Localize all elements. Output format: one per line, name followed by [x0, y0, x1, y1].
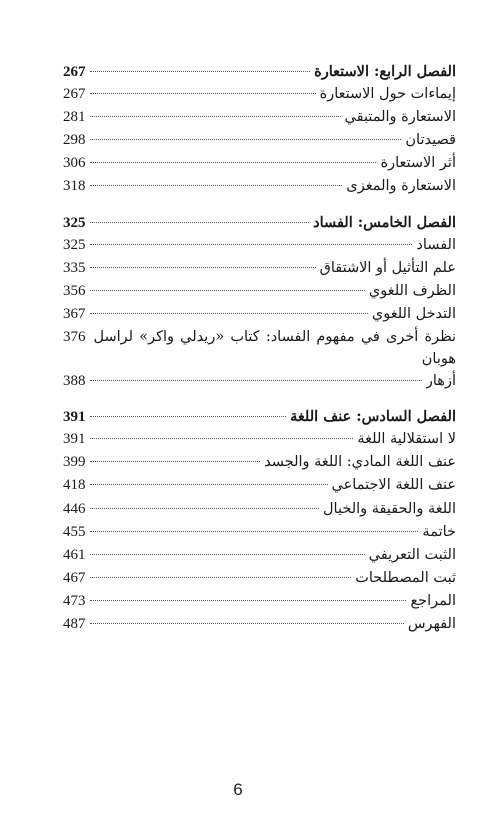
chapter-title: الفصل الرابع: الاستعارة	[314, 63, 456, 80]
chapter-section-4	[63, 60, 456, 199]
toc-entry	[63, 152, 456, 175]
dot-leader	[90, 438, 354, 439]
entry-page-number: 473	[63, 592, 86, 609]
toc-entry	[63, 326, 456, 370]
dot-leader	[90, 461, 261, 462]
toc-entry	[63, 590, 456, 613]
dot-leader	[90, 416, 287, 417]
chapter-title: الفصل الخامس: الفساد	[313, 213, 456, 231]
entry-page-number: 281	[63, 109, 86, 126]
entry-page-number: 446	[63, 500, 86, 517]
entry-title: عنف اللغة المادي: اللغة والجسد	[264, 454, 456, 471]
toc-entry	[63, 521, 456, 544]
page-number: 6	[233, 780, 243, 799]
entry-title: الفهرس	[407, 615, 456, 632]
toc-entry	[63, 303, 456, 326]
dot-leader	[90, 290, 365, 291]
chapter-heading	[63, 211, 456, 234]
entry-page-number: 306	[63, 155, 86, 172]
dot-leader	[90, 623, 404, 624]
entry-title: الظرف اللغوي	[368, 282, 456, 299]
dot-leader	[90, 600, 407, 601]
entry-page-number: 487	[63, 615, 86, 632]
dot-leader	[90, 313, 368, 314]
entry-title: الثبت التعريفي	[368, 546, 456, 563]
entry-title: ثبت المصطلحات	[355, 569, 456, 586]
entry-title: أزهار	[425, 373, 456, 390]
chapter-section-6	[63, 405, 456, 636]
chapter-page-number: 391	[63, 409, 86, 426]
entry-title: نظرة أخرى في مفهوم الفساد: كتاب «ريدلي واكر» لراسل هوبان	[93, 329, 456, 368]
toc-entry	[63, 129, 456, 152]
chapter-heading	[63, 60, 456, 83]
entry-page-number: 455	[63, 523, 86, 540]
toc-entry	[63, 175, 456, 198]
dot-leader	[90, 267, 316, 268]
toc-entry	[63, 544, 456, 567]
entry-page-number: 376	[63, 329, 86, 346]
entry-title: لا استقلالية اللغة	[357, 431, 456, 448]
table-of-contents	[63, 60, 456, 636]
dot-leader	[90, 185, 343, 186]
entry-page-number: 388	[63, 373, 86, 390]
entry-page-number: 391	[63, 431, 86, 448]
entry-page-number: 298	[63, 132, 86, 149]
chapter-heading	[63, 405, 456, 428]
dot-leader	[90, 508, 320, 509]
dot-leader	[90, 577, 352, 578]
chapter-title: الفصل السادس: عنف اللغة	[290, 408, 456, 426]
toc-entry	[63, 567, 456, 590]
entry-page-number: 461	[63, 546, 86, 563]
entry-title: إيماءات حول الاستعارة	[319, 86, 456, 103]
entry-page-number: 356	[63, 282, 86, 299]
toc-entry	[63, 234, 456, 257]
dot-leader	[90, 244, 413, 245]
entry-title: التدخل اللغوي	[371, 305, 456, 322]
entry-title: اللغة والحقيقة والخيال	[323, 500, 456, 517]
toc-entry	[63, 106, 456, 129]
entry-page-number: 267	[63, 86, 86, 103]
toc-entry	[63, 498, 456, 521]
entry-page-number: 418	[63, 477, 86, 494]
chapter-page-number: 267	[63, 64, 86, 80]
dot-leader	[90, 139, 402, 140]
dot-leader	[90, 484, 328, 485]
toc-entry	[63, 613, 456, 636]
toc-entry	[63, 428, 456, 451]
entry-page-number: 367	[63, 305, 86, 322]
dot-leader	[90, 222, 310, 223]
entry-title: أثر الاستعارة	[380, 155, 456, 172]
entry-title: المراجع	[410, 592, 456, 609]
chapter-page-number: 325	[63, 214, 86, 231]
dot-leader	[90, 554, 365, 555]
dot-leader	[90, 380, 422, 381]
toc-entry	[63, 451, 456, 474]
entry-title: الاستعارة والمتبقي	[344, 109, 456, 126]
toc-entry	[63, 257, 456, 280]
chapter-section-5	[63, 211, 456, 394]
entry-title: خاتمة	[422, 523, 456, 540]
dot-leader	[90, 531, 419, 532]
entry-title: قصيدتان	[405, 132, 456, 149]
toc-entry	[63, 280, 456, 303]
entry-page-number: 318	[63, 178, 86, 195]
entry-page-number: 335	[63, 259, 86, 276]
dot-leader	[90, 116, 341, 117]
entry-page-number: 399	[63, 454, 86, 471]
entry-title: الاستعارة والمغزى	[346, 178, 456, 195]
entry-title: الفساد	[416, 236, 456, 253]
entry-page-number: 467	[63, 569, 86, 586]
entry-title: علم التأثيل أو الاشتقاق	[319, 259, 456, 276]
dot-leader	[90, 93, 316, 94]
toc-entry	[63, 370, 456, 393]
entry-title: عنف اللغة الاجتماعي	[331, 477, 456, 494]
entry-page-number: 325	[63, 236, 86, 253]
toc-entry	[63, 83, 456, 106]
toc-entry	[63, 474, 456, 497]
dot-leader	[90, 71, 311, 72]
dot-leader	[90, 162, 377, 163]
